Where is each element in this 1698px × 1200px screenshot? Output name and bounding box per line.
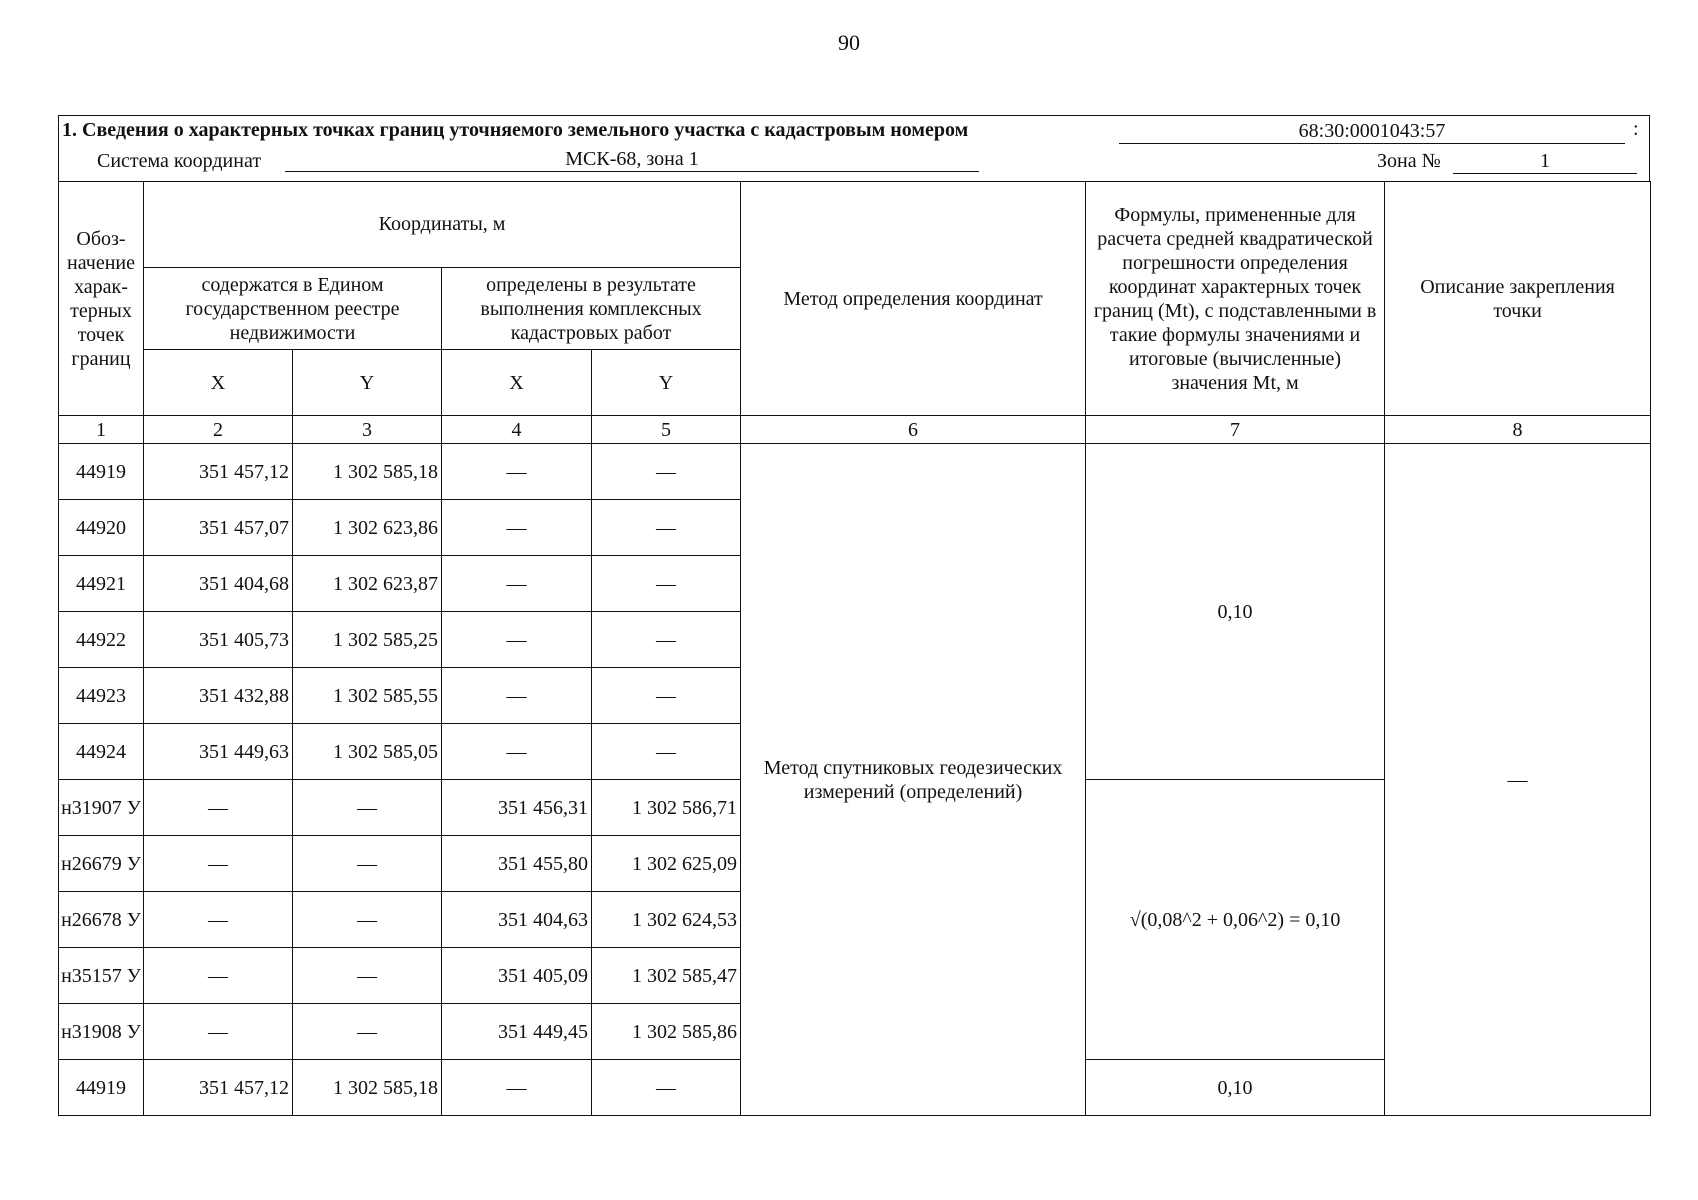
zone-label: Зона № bbox=[1377, 150, 1441, 172]
col-header-formulas: Формулы, примененные для расчета средней квадратической погрешности определения координат характерных точек границ (Mt), с подставленными в такие формулы значениями и итоговые (вычисленные) значения Mt, м bbox=[1086, 182, 1385, 416]
point-id: 44924 bbox=[59, 724, 144, 780]
reg-x-value: 351 404,68 bbox=[144, 556, 293, 612]
col-header-description: Описание закрепления точки bbox=[1385, 182, 1651, 416]
det-x-value: — bbox=[442, 724, 592, 780]
point-id: 44919 bbox=[59, 1060, 144, 1116]
reg-y-value: — bbox=[293, 892, 442, 948]
col-header-reg-x: X bbox=[144, 350, 293, 416]
det-x-value: — bbox=[442, 556, 592, 612]
coord-system-value: МСК-68, зона 1 bbox=[285, 148, 979, 172]
det-y-value: — bbox=[592, 556, 741, 612]
point-id: н35157 У bbox=[59, 948, 144, 1004]
formula-group-1: 0,10 bbox=[1086, 444, 1385, 780]
reg-y-value: 1 302 585,05 bbox=[293, 724, 442, 780]
reg-y-value: — bbox=[293, 1004, 442, 1060]
det-x-value: — bbox=[442, 668, 592, 724]
det-x-value: 351 456,31 bbox=[442, 780, 592, 836]
formula-group-3: 0,10 bbox=[1086, 1060, 1385, 1116]
reg-x-value: — bbox=[144, 892, 293, 948]
point-id: н26679 У bbox=[59, 836, 144, 892]
cadastral-table-frame bbox=[58, 115, 1650, 1117]
point-id: н26678 У bbox=[59, 892, 144, 948]
column-number: 4 bbox=[442, 416, 592, 444]
det-y-value: 1 302 585,47 bbox=[592, 948, 741, 1004]
page-number: 90 bbox=[838, 30, 860, 55]
det-y-value: 1 302 625,09 bbox=[592, 836, 741, 892]
reg-x-value: 351 449,63 bbox=[144, 724, 293, 780]
reg-x-value: 351 457,07 bbox=[144, 500, 293, 556]
det-x-value: 351 404,63 bbox=[442, 892, 592, 948]
col-header-in-registry: содержатся в Едином государственном реестре недвижимости bbox=[144, 268, 442, 350]
point-id: 44919 bbox=[59, 444, 144, 500]
description-cell: — bbox=[1385, 444, 1651, 1116]
det-y-value: — bbox=[592, 500, 741, 556]
reg-y-value: 1 302 623,87 bbox=[293, 556, 442, 612]
det-y-value: 1 302 624,53 bbox=[592, 892, 741, 948]
col-header-method: Метод определения координат bbox=[741, 182, 1086, 416]
det-x-value: 351 449,45 bbox=[442, 1004, 592, 1060]
col-header-det-x: X bbox=[442, 350, 592, 416]
reg-y-value: 1 302 585,25 bbox=[293, 612, 442, 668]
reg-x-value: — bbox=[144, 836, 293, 892]
column-number: 5 bbox=[592, 416, 741, 444]
table-heading bbox=[58, 115, 1650, 181]
reg-x-value: — bbox=[144, 1004, 293, 1060]
point-id: 44921 bbox=[59, 556, 144, 612]
reg-y-value: — bbox=[293, 780, 442, 836]
coord-system-label: Система координат bbox=[97, 150, 262, 172]
reg-y-value: — bbox=[293, 836, 442, 892]
det-y-value: — bbox=[592, 668, 741, 724]
reg-x-value: 351 457,12 bbox=[144, 444, 293, 500]
det-x-value: — bbox=[442, 1060, 592, 1116]
reg-x-value: 351 432,88 bbox=[144, 668, 293, 724]
point-id: н31908 У bbox=[59, 1004, 144, 1060]
det-x-value: 351 405,09 bbox=[442, 948, 592, 1004]
method-cell: Метод спутниковых геодезических измерений (определений) bbox=[741, 444, 1086, 1116]
column-number: 8 bbox=[1385, 416, 1651, 444]
det-y-value: — bbox=[592, 612, 741, 668]
zone-value: 1 bbox=[1453, 150, 1637, 174]
point-id: 44920 bbox=[59, 500, 144, 556]
det-x-value: 351 455,80 bbox=[442, 836, 592, 892]
det-y-value: — bbox=[592, 1060, 741, 1116]
reg-x-value: 351 457,12 bbox=[144, 1060, 293, 1116]
det-y-value: 1 302 585,86 bbox=[592, 1004, 741, 1060]
point-id: 44923 bbox=[59, 668, 144, 724]
reg-x-value: 351 405,73 bbox=[144, 612, 293, 668]
det-y-value: — bbox=[592, 724, 741, 780]
col-header-point-designation: Обоз-начение харак-терных точек границ bbox=[59, 182, 144, 416]
points-table bbox=[58, 181, 1651, 1116]
det-x-value: — bbox=[442, 612, 592, 668]
reg-y-value: — bbox=[293, 948, 442, 1004]
table-title: 1. Сведения о характерных точках границ уточняемого земельного участка с кадастровым номером bbox=[62, 119, 969, 141]
cadastral-number: 68:30:0001043:57 bbox=[1119, 120, 1625, 144]
reg-y-value: 1 302 585,55 bbox=[293, 668, 442, 724]
title-colon: : bbox=[1633, 118, 1639, 140]
det-y-value: — bbox=[592, 444, 741, 500]
column-number: 3 bbox=[293, 416, 442, 444]
det-x-value: — bbox=[442, 500, 592, 556]
column-number-row bbox=[59, 416, 1651, 444]
point-id: 44922 bbox=[59, 612, 144, 668]
col-header-determined: определены в результате выполнения комплексных кадастровых работ bbox=[442, 268, 741, 350]
det-x-value: — bbox=[442, 444, 592, 500]
reg-y-value: 1 302 585,18 bbox=[293, 1060, 442, 1116]
reg-x-value: — bbox=[144, 780, 293, 836]
reg-y-value: 1 302 585,18 bbox=[293, 444, 442, 500]
reg-y-value: 1 302 623,86 bbox=[293, 500, 442, 556]
reg-x-value: — bbox=[144, 948, 293, 1004]
column-number: 7 bbox=[1086, 416, 1385, 444]
column-number: 2 bbox=[144, 416, 293, 444]
table-row bbox=[59, 444, 1651, 500]
col-header-det-y: Y bbox=[592, 350, 741, 416]
col-header-coordinates: Координаты, м bbox=[144, 182, 741, 268]
col-header-reg-y: Y bbox=[293, 350, 442, 416]
det-y-value: 1 302 586,71 bbox=[592, 780, 741, 836]
column-number: 6 bbox=[741, 416, 1086, 444]
formula-group-2: √(0,08^2 + 0,06^2) = 0,10 bbox=[1086, 780, 1385, 1060]
point-id: н31907 У bbox=[59, 780, 144, 836]
column-number: 1 bbox=[59, 416, 144, 444]
